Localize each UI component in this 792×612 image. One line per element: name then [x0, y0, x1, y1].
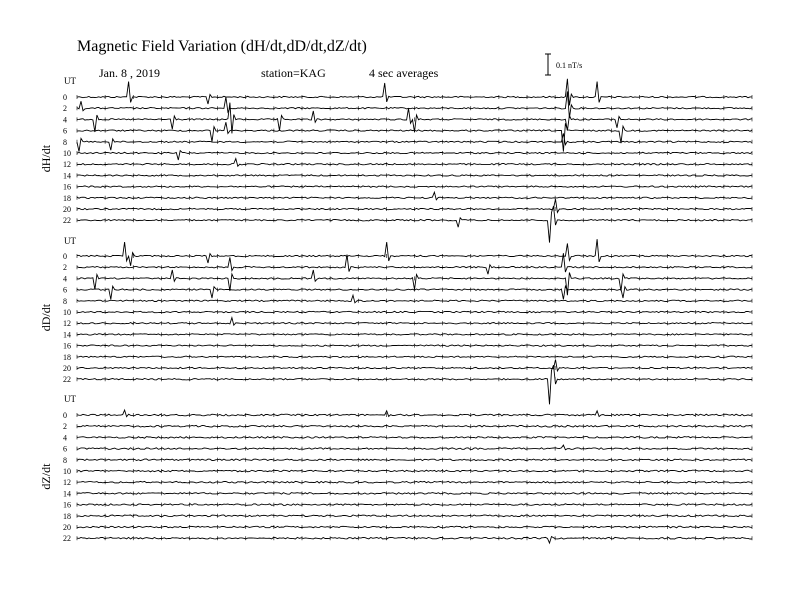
trace-line	[77, 122, 752, 151]
hour-tick-label: 16	[63, 341, 71, 351]
hour-tick-label: 16	[63, 182, 71, 192]
hour-tick-label: 18	[63, 511, 71, 521]
ut-label: UT	[64, 76, 76, 86]
ut-label: UT	[64, 236, 76, 246]
hour-tick-label: 20	[63, 523, 71, 532]
hour-tick-label: 4	[63, 433, 67, 443]
trace-line	[77, 239, 752, 266]
trace-line	[77, 79, 752, 106]
hour-tick-label: 22	[63, 216, 71, 226]
hour-tick-label: 14	[63, 489, 71, 499]
hour-tick-label: 4	[63, 115, 67, 125]
hour-tick-label: 6	[63, 285, 67, 295]
hour-tick-label: 12	[63, 478, 71, 488]
date-label: Jan. 8 , 2019	[99, 66, 160, 80]
hour-tick-label: 12	[63, 160, 71, 170]
scale-bar-label: 0.1 nT/s	[556, 61, 583, 70]
hour-tick-label: 4	[63, 274, 67, 284]
hour-tick-label: 2	[63, 422, 67, 432]
hour-tick-label: 22	[63, 375, 71, 385]
trace-line	[77, 365, 752, 404]
hour-tick-label: 8	[63, 296, 67, 306]
hour-tick-label: 14	[63, 171, 71, 181]
panel-label: dH/dt	[39, 144, 53, 173]
hour-tick-label: 14	[63, 330, 71, 340]
panel-label: dD/dt	[39, 303, 53, 332]
hour-tick-label: 2	[63, 263, 67, 273]
hour-tick-label: 20	[63, 205, 71, 214]
hour-tick-label: 6	[63, 126, 67, 136]
hour-tick-label: 0	[63, 252, 67, 261]
hour-tick-label: 20	[63, 364, 71, 373]
hour-tick-label: 8	[63, 137, 67, 147]
ut-label: UT	[64, 394, 76, 404]
hour-tick-label: 8	[63, 455, 67, 465]
hour-tick-label: 18	[63, 352, 71, 362]
hour-tick-label: 16	[63, 500, 71, 510]
hour-tick-label: 12	[63, 319, 71, 329]
chart-title: Magnetic Field Variation (dH/dt,dD/dt,dZ/dt)	[77, 38, 367, 55]
hour-tick-label: 6	[63, 444, 67, 454]
trace-line	[77, 206, 752, 242]
averaging-label: 4 sec averages	[369, 66, 439, 80]
hour-tick-label: 10	[63, 467, 71, 476]
station-label: station=KAG	[261, 66, 326, 80]
panel-label: dZ/dt	[39, 463, 53, 490]
hour-tick-label: 10	[63, 308, 71, 317]
hour-tick-label: 0	[63, 93, 67, 102]
hour-tick-label: 0	[63, 411, 67, 420]
hour-tick-label: 2	[63, 104, 67, 114]
hour-tick-label: 10	[63, 149, 71, 158]
hour-tick-label: 22	[63, 534, 71, 544]
hour-tick-label: 18	[63, 193, 71, 203]
